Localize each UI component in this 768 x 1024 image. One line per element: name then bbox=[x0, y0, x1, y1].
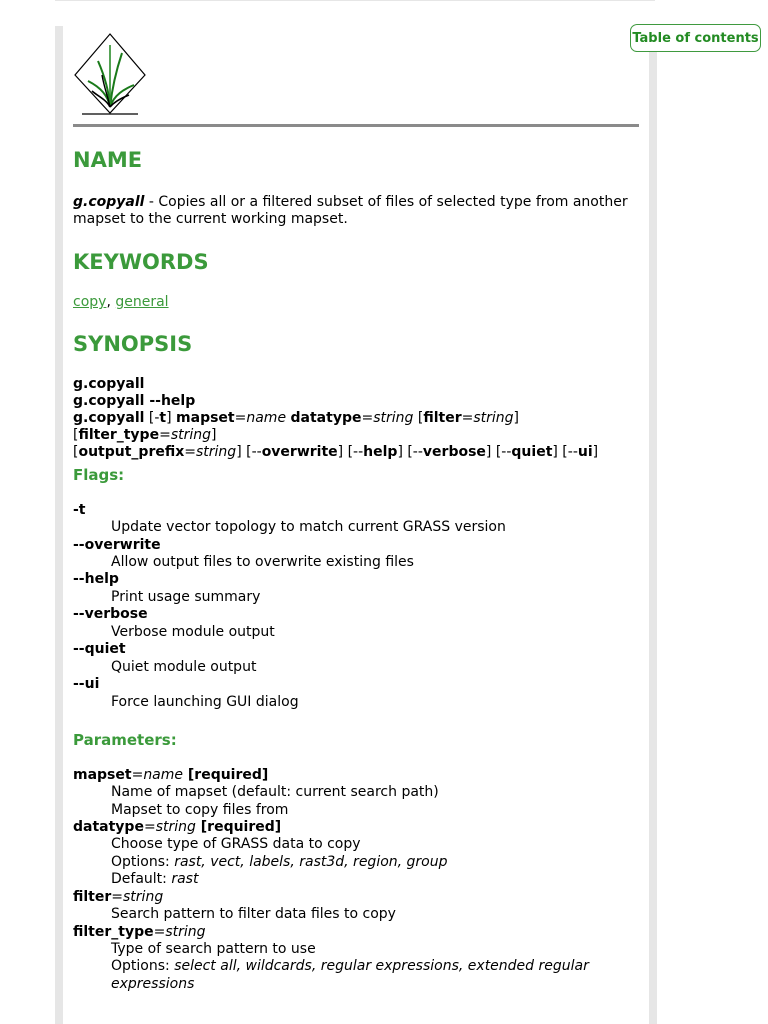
synopsis-line-1: g.copyall bbox=[73, 376, 145, 392]
top-divider bbox=[55, 0, 655, 1]
grass-logo bbox=[72, 31, 148, 117]
flag-description: Print usage summary bbox=[111, 589, 261, 605]
flag-name: --overwrite bbox=[73, 537, 161, 553]
param-filter: filter=string bbox=[73, 889, 164, 905]
flag-name: --help bbox=[73, 571, 119, 587]
module-name: g.copyall bbox=[73, 194, 145, 210]
synopsis-block bbox=[73, 376, 633, 461]
param-mapset-desc-2: Mapset to copy files from bbox=[111, 802, 289, 818]
flag-description: Allow output files to overwrite existing files bbox=[111, 554, 414, 570]
param-filter-type: filter_type=string bbox=[73, 924, 206, 940]
flags-heading: Flags: bbox=[73, 466, 125, 484]
synopsis-line-3: g.copyall [-t] mapset=name datatype=string [filter=string] [filter_type=string] bbox=[73, 410, 520, 443]
synopsis-line-4: [output_prefix=string] [--overwrite] [--help] [--verbose] [--quiet] [--ui] bbox=[73, 444, 599, 460]
param-mapset-desc-1: Name of mapset (default: current search path) bbox=[111, 784, 439, 800]
module-description: - Copies all or a filtered subset of files of selected type from another mapset to the current working mapset. bbox=[73, 194, 628, 227]
name-description bbox=[73, 194, 633, 228]
flag-description: Force launching GUI dialog bbox=[111, 694, 299, 710]
keyword-link-general[interactable]: general bbox=[115, 294, 169, 310]
param-datatype-desc: Choose type of GRASS data to copy bbox=[111, 836, 361, 852]
flag-description: Update vector topology to match current GRASS version bbox=[111, 519, 506, 535]
flag-description: Quiet module output bbox=[111, 659, 257, 675]
table-of-contents-button[interactable]: Table of contents bbox=[630, 24, 761, 52]
param-mapset: mapset=name [required] bbox=[73, 767, 269, 783]
param-datatype: datatype=string [required] bbox=[73, 819, 282, 835]
keyword-link-copy[interactable]: copy bbox=[73, 294, 107, 310]
flag-description: Verbose module output bbox=[111, 624, 275, 640]
synopsis-line-2: g.copyall --help bbox=[73, 393, 196, 409]
synopsis-heading: SYNOPSIS bbox=[73, 332, 193, 356]
keywords-heading: KEYWORDS bbox=[73, 250, 209, 274]
keywords-list bbox=[73, 294, 633, 311]
header-rule bbox=[73, 124, 639, 127]
flag-name: -t bbox=[73, 502, 86, 518]
flag-name: --ui bbox=[73, 676, 100, 692]
param-datatype-default: Default: rast bbox=[111, 871, 199, 887]
parameters-heading: Parameters: bbox=[73, 731, 177, 749]
param-datatype-options: Options: rast, vect, labels, rast3d, region, group bbox=[111, 854, 448, 870]
flag-name: --verbose bbox=[73, 606, 148, 622]
param-filter-type-desc: Type of search pattern to use bbox=[111, 941, 316, 957]
flag-name: --quiet bbox=[73, 641, 126, 657]
param-filter-desc: Search pattern to filter data files to copy bbox=[111, 906, 396, 922]
keyword-separator: , bbox=[106, 294, 116, 310]
param-filter-type-options-cont: expressions bbox=[111, 976, 195, 992]
name-heading: NAME bbox=[73, 148, 143, 172]
param-filter-type-options: Options: select all, wildcards, regular expressions, extended regular bbox=[111, 958, 589, 974]
